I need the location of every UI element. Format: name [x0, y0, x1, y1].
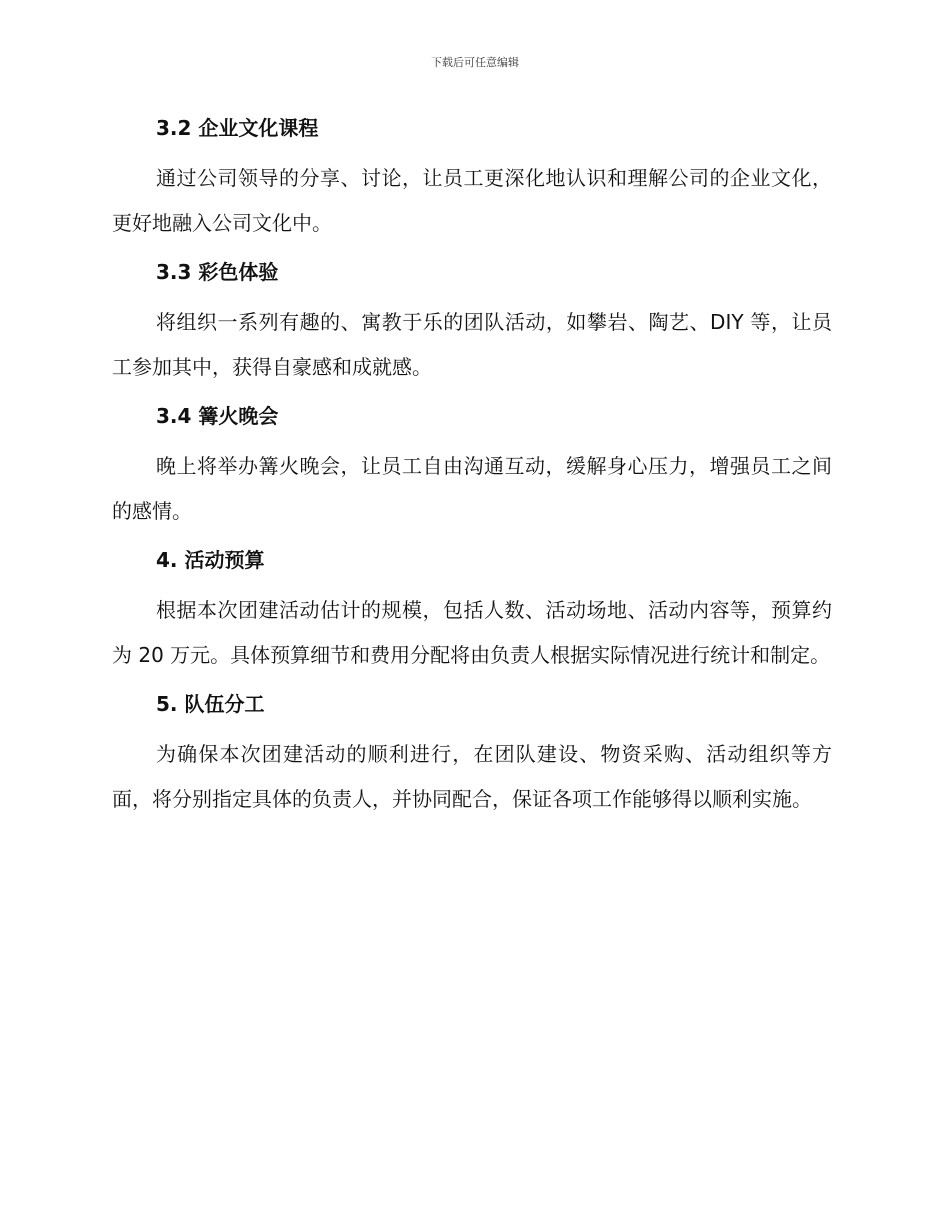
section-body-3-4: 晚上将举办篝火晚会，让员工自由沟通互动，缓解身心压力，增强员工之间的感情。 — [112, 454, 832, 523]
section-body-5: 为确保本次团建活动的顺利进行，在团队建设、物资采购、活动组织等方面，将分别指定具体的负责人，并协同配合，保证各项工作能够得以顺利实施。 — [112, 742, 832, 811]
section-title-5: 5. 队伍分工 — [156, 692, 265, 716]
section-title-3-2: 3.2 企业文化课程 — [156, 116, 319, 140]
section-title-3-3: 3.3 彩色体验 — [156, 260, 279, 284]
document-body — [112, 110, 832, 822]
section-title-4: 4. 活动预算 — [156, 548, 265, 572]
section-title-3-4: 3.4 篝火晚会 — [156, 404, 279, 428]
section-body-3-3: 将组织一系列有趣的、寓教于乐的团队活动，如攀岩、陶艺、DIY 等，让员工参加其中，获得自豪感和成就感。 — [112, 310, 832, 379]
section-body-3-2: 通过公司领导的分享、讨论，让员工更深化地认识和理解公司的企业文化，更好地融入公司文化中。 — [112, 166, 832, 235]
page-header: 下载后可任意编辑 — [431, 56, 519, 69]
section-body-4: 根据本次团建活动估计的规模，包括人数、活动场地、活动内容等，预算约为 20 万元。具体预算细节和费用分配将由负责人根据实际情况进行统计和制定。 — [112, 598, 832, 667]
